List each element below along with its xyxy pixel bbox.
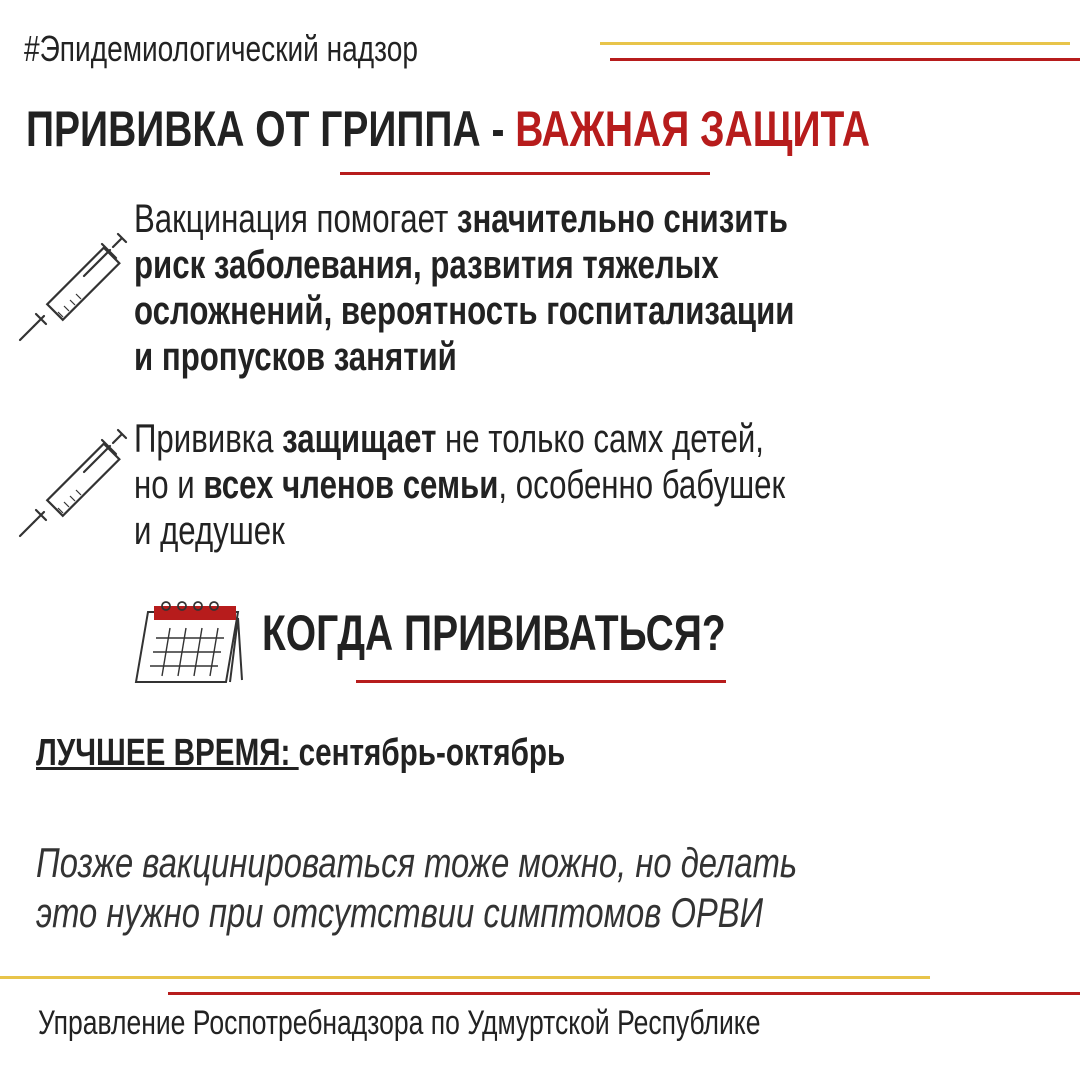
point-1-text: Вакцинация помогает значительно снизить риск заболевания, развития тяжелых осложнений, вероятность госпитализации и пропусков занятий <box>134 197 795 379</box>
footer-gold-line <box>0 976 930 979</box>
syringe-icon <box>14 226 134 346</box>
syringe-icon <box>14 422 134 542</box>
title-accent: ВАЖНАЯ ЗАЩИТА <box>515 101 871 157</box>
best-time-value: сентябрь-октябрь <box>298 732 566 774</box>
footer-org: Управление Роспотребнадзора по Удмуртской Республике <box>38 1004 761 1042</box>
note-text: Позже вакцинироваться тоже можно, но делать это нужно при отсутствии симптомов ОРВИ <box>36 839 798 936</box>
point-2-text: Прививка защищает не только самх детей, но и всех членов семьи, особенно бабушек и дедушек <box>134 417 786 553</box>
when-heading: КОГДА ПРИВИВАТЬСЯ? <box>262 605 726 661</box>
hashtag-text: #Эпидемиологический надзор <box>24 28 418 69</box>
calendar-icon <box>130 598 244 690</box>
best-time-label: ЛУЧШЕЕ ВРЕМЯ: <box>36 732 299 774</box>
header-red-line <box>610 58 1080 61</box>
best-time <box>36 732 715 775</box>
title-underline <box>340 172 710 175</box>
footer-red-line <box>168 992 1080 995</box>
when-underline <box>356 680 726 683</box>
header-gold-line <box>600 42 1070 45</box>
page-title: ПРИВИВКА ОТ ГРИППА - ВАЖНАЯ ЗАЩИТА <box>26 101 871 157</box>
